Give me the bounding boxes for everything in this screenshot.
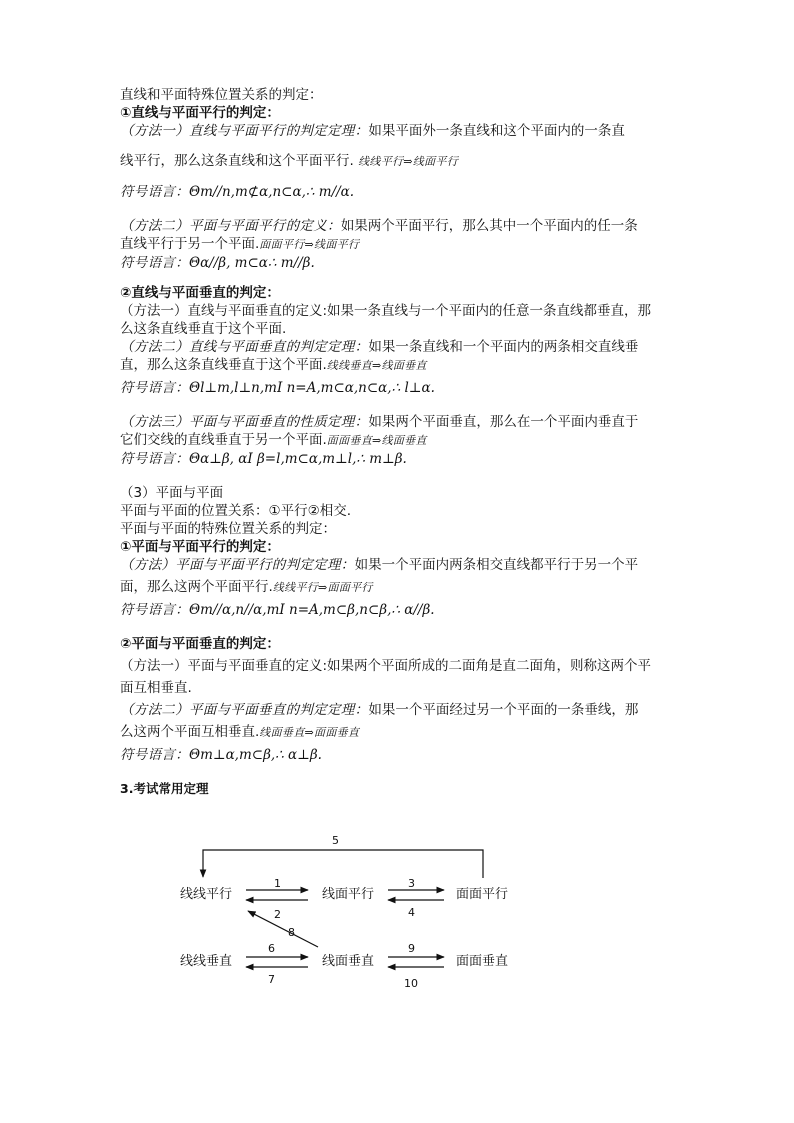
- arrow-label-3: 3: [408, 877, 415, 890]
- method-text: 如果一条直线和一个平面内的两条相交直线垂: [368, 339, 639, 355]
- method-text: 面，那么这两个平面平行.: [120, 579, 273, 595]
- method-lead: （方法二）平面与平面垂直的判定定理：: [120, 702, 369, 718]
- symbol-line: [120, 254, 680, 272]
- subsection-title-plane-plane-parallel: ①平面与平面平行的判定：: [120, 539, 280, 555]
- method-paragraph: （方法一）平面与平面垂直的定义:如果两个平面所成的二面角是直二面角，则称这两个平: [120, 658, 652, 674]
- arrow-label-2: 2: [274, 908, 281, 921]
- node-line-plane-perpendicular: 线面垂直: [322, 954, 375, 969]
- symbol-label: 符号语言：: [120, 451, 189, 467]
- method-text: 如果两个平面平行，那么其中一个平面内的任一条: [340, 218, 638, 234]
- method-text: 直，那么这条直线垂直于这个平面.: [120, 357, 327, 373]
- symbol-formula: Θl⊥m,l⊥n,mI n=A,m⊂α,n⊂α,∴ l⊥α.: [189, 380, 435, 396]
- symbol-line: [120, 746, 680, 764]
- method-lead: （方法三）平面与平面垂直的性质定理：: [120, 414, 369, 430]
- symbol-label: 符号语言：: [120, 184, 189, 200]
- section-heading: 直线和平面特殊位置关系的判定：: [120, 87, 323, 103]
- method-lead: （方法）平面与平面平行的判定定理：: [120, 557, 355, 573]
- method-text: 如果平面外一条直线和这个平面内的一条直: [368, 123, 625, 139]
- method-paragraph-cont: 么这条直线垂直于这个平面.: [120, 321, 287, 337]
- symbol-formula: Θα⊥β, αI β=l,m⊂α,m⊥l,∴ m⊥β.: [189, 451, 407, 467]
- symbol-label: 符号语言：: [120, 747, 189, 763]
- method-text: 它们交线的直线垂直于另一个平面.: [120, 432, 327, 448]
- method-paragraph-cont: [120, 235, 680, 254]
- symbol-label: 符号语言：: [120, 255, 189, 271]
- arrow-label-6: 6: [268, 942, 275, 955]
- method-note: 线面垂直⇒面面垂直: [259, 726, 360, 739]
- method-paragraph-cont: [120, 578, 680, 597]
- node-plane-plane-perpendicular: 面面垂直: [456, 954, 509, 969]
- method-text: 如果两个平面垂直，那么在一个平面内垂直于: [368, 414, 639, 430]
- method-paragraph: [120, 701, 680, 719]
- method-lead: （方法一）直线与平面平行的判定定理：: [120, 123, 369, 139]
- method-note: 线线平行⇒线面平行: [358, 155, 459, 168]
- section-heading: 平面与平面的特殊位置关系的判定：: [120, 521, 336, 537]
- document-body: [120, 86, 680, 798]
- method-paragraph: [120, 122, 680, 140]
- theorem-relation-diagram: [170, 825, 530, 1000]
- symbol-line: [120, 601, 680, 619]
- arrow-label-4: 4: [408, 906, 415, 919]
- node-line-line-parallel: 线线平行: [180, 887, 233, 902]
- arrow-label-10: 10: [404, 977, 418, 990]
- method-paragraph-cont: [120, 723, 680, 742]
- arrow-label-7: 7: [268, 973, 275, 986]
- method-paragraph: （方法一）直线与平面垂直的定义:如果一条直线与一个平面内的任意一条直线都垂直，那: [120, 303, 652, 319]
- arrow-label-8: 8: [288, 926, 295, 939]
- method-note: 面面垂直⇒线面垂直: [326, 434, 427, 447]
- node-plane-plane-parallel: 面面平行: [456, 887, 509, 902]
- arrow-label-5: 5: [332, 834, 339, 847]
- subsection-title-line-plane-perpendicular: ②直线与平面垂直的判定：: [120, 285, 280, 301]
- arrow-5: [203, 850, 483, 878]
- method-note: 面面平行⇒线面平行: [259, 238, 360, 251]
- arrow-label-1: 1: [274, 877, 281, 890]
- method-paragraph-cont: [120, 152, 680, 171]
- method-text: 直线平行于另一个平面.: [120, 236, 260, 252]
- relation-line: 平面与平面的位置关系：①平行②相交.: [120, 503, 351, 519]
- symbol-line: [120, 450, 680, 468]
- symbol-formula: Θm//α,n//α,mI n=A,m⊂β,n⊂β,∴ α//β.: [189, 602, 435, 618]
- symbol-line: [120, 183, 680, 201]
- method-note: 线线垂直⇒线面垂直: [326, 359, 427, 372]
- arrow-label-9: 9: [408, 942, 415, 955]
- symbol-label: 符号语言：: [120, 602, 189, 618]
- symbol-line: [120, 379, 680, 397]
- method-paragraph-cont: [120, 356, 680, 375]
- symbol-label: 符号语言：: [120, 380, 189, 396]
- method-lead: （方法二）平面与平面平行的定义：: [120, 218, 341, 234]
- method-text: 如果一个平面经过另一个平面的一条垂线，那: [368, 702, 639, 718]
- symbol-formula: Θm⊥α,m⊂β,∴ α⊥β.: [189, 747, 322, 763]
- symbol-formula: Θm//n,m⊄α,n⊂α,∴ m//α.: [189, 184, 355, 200]
- method-note: 线线平行⇒面面平行: [272, 581, 373, 594]
- method-text: 线平行，那么这条直线和这个平面平行.: [120, 153, 354, 169]
- node-line-line-perpendicular: 线线垂直: [180, 954, 233, 969]
- method-text: 如果一个平面内两条相交直线都平行于另一个平: [354, 557, 639, 573]
- method-paragraph-cont: [120, 431, 680, 450]
- method-paragraph: [120, 413, 680, 431]
- node-line-plane-parallel: 线面平行: [322, 887, 375, 902]
- section-title-plane-plane: （3）平面与平面: [120, 485, 224, 501]
- subsection-title-plane-plane-perpendicular: ②平面与平面垂直的判定：: [120, 636, 280, 652]
- symbol-formula: Θα//β, m⊂α∴ m//β.: [189, 255, 315, 271]
- method-paragraph: [120, 556, 680, 574]
- method-paragraph-cont: 面互相垂直.: [120, 680, 192, 696]
- method-text: 么这两个平面互相垂直.: [120, 724, 260, 740]
- method-lead: （方法二）直线与平面垂直的判定定理：: [120, 339, 369, 355]
- arrow-8: [248, 911, 318, 947]
- method-paragraph: [120, 338, 680, 356]
- subsection-title-line-plane-parallel: ①直线与平面平行的判定：: [120, 105, 280, 121]
- section-title-common-theorems: 3.考试常用定理: [120, 781, 209, 796]
- method-paragraph: [120, 217, 680, 235]
